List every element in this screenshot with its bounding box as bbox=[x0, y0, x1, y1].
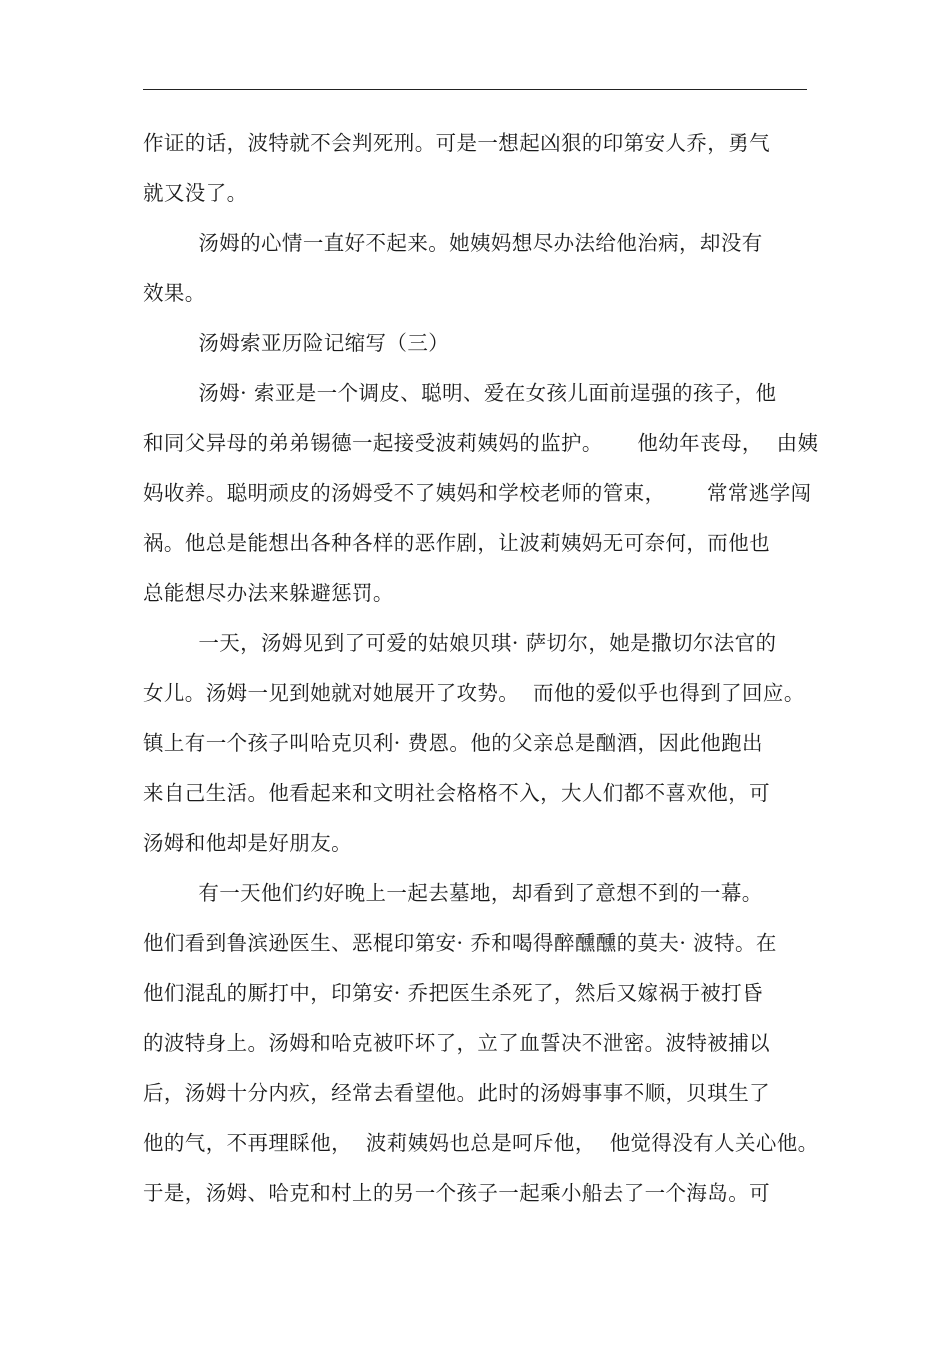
text-line: 于是，汤姆、哈克和村上的另一个孩子一起乘小船去了一个海岛。可 bbox=[143, 1181, 770, 1205]
text-line: 汤姆的心情一直好不起来。她姨妈想尽办法给他治病，却没有 bbox=[143, 231, 763, 255]
text-line: 的波特身上。汤姆和哈克被吓坏了，立了血誓决不泄密。波特被捕以 bbox=[143, 1031, 770, 1055]
text-line: 就又没了。 bbox=[143, 181, 248, 205]
text-line: 镇上有一个孩子叫哈克贝利· 费恩。他的父亲总是酗酒，因此他跑出 bbox=[143, 731, 763, 755]
text-line: 汤姆和他却是好朋友。 bbox=[143, 831, 352, 855]
header-rule bbox=[143, 89, 807, 90]
text-line: 他的气，不再理睬他， 波莉姨妈也总是呵斥他， 他觉得没有人关心他。 bbox=[143, 1131, 819, 1155]
section-heading: 汤姆索亚历险记缩写（三） bbox=[143, 331, 450, 355]
text-line: 来自己生活。他看起来和文明社会格格不入，大人们都不喜欢他，可 bbox=[143, 781, 770, 805]
text-line: 有一天他们约好晚上一起去墓地，却看到了意想不到的一幕。 bbox=[143, 881, 763, 905]
text-line: 效果。 bbox=[143, 281, 206, 305]
text-line: 作证的话，波特就不会判死刑。可是一想起凶狠的印第安人乔，勇气 bbox=[143, 131, 770, 155]
text-line: 女儿。汤姆一见到她就对她展开了攻势。 而他的爱似乎也得到了回应。 bbox=[143, 681, 805, 705]
text-line: 他们混乱的厮打中，印第安· 乔把医生杀死了，然后又嫁祸于被打昏 bbox=[143, 981, 763, 1005]
text-line: 他们看到鲁滨逊医生、恶棍印第安· 乔和喝得醉醺醺的莫夫· 波特。在 bbox=[143, 931, 777, 955]
text-line: 祸。他总是能想出各种各样的恶作剧，让波莉姨妈无可奈何，而他也 bbox=[143, 531, 770, 555]
text-line: 一天，汤姆见到了可爱的姑娘贝琪· 萨切尔，她是撒切尔法官的 bbox=[143, 631, 777, 655]
text-line: 汤姆· 索亚是一个调皮、聪明、爱在女孩儿面前逞强的孩子，他 bbox=[143, 381, 777, 405]
text-line: 妈收养。聪明顽皮的汤姆受不了姨妈和学校老师的管束， 常常逃学闯 bbox=[143, 481, 812, 505]
text-line: 后，汤姆十分内疚，经常去看望他。此时的汤姆事事不顺，贝琪生了 bbox=[143, 1081, 770, 1105]
text-line: 和同父异母的弟弟锡德一起接受波莉姨妈的监护。 他幼年丧母， 由姨 bbox=[143, 431, 819, 455]
text-line: 总能想尽办法来躲避惩罚。 bbox=[143, 581, 394, 605]
